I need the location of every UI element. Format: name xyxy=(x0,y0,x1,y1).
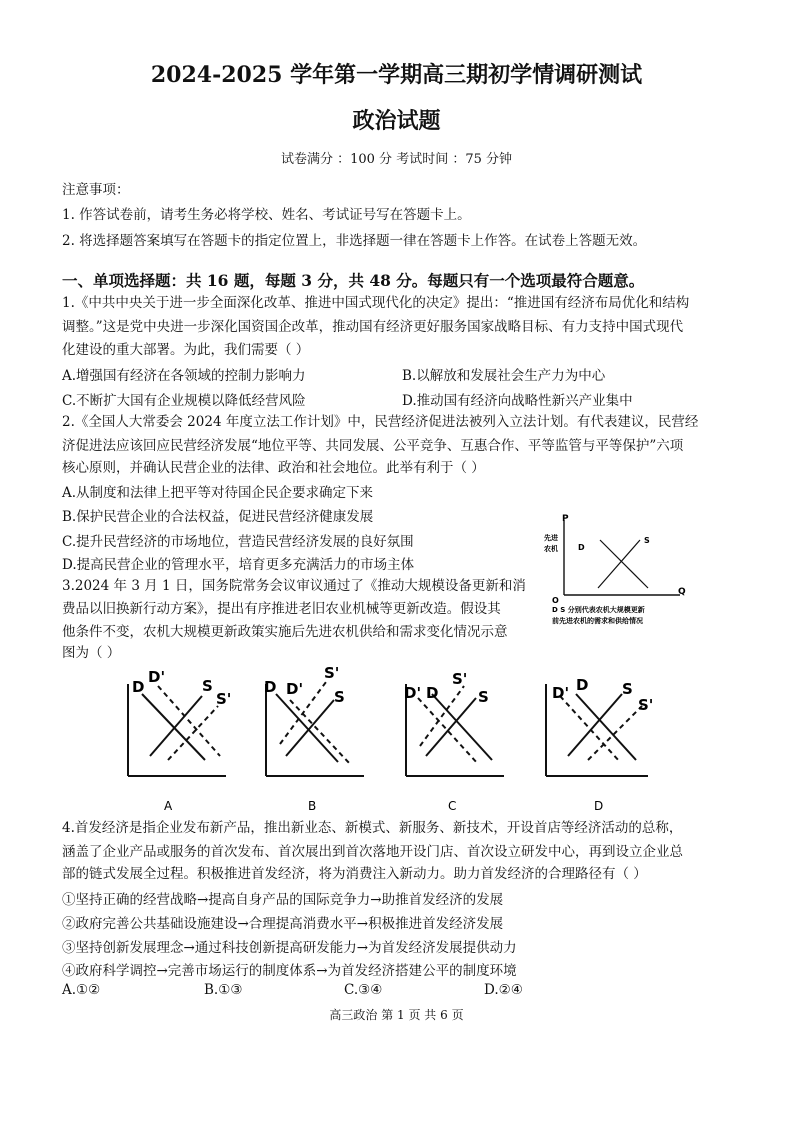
label-d-prime: D' xyxy=(404,684,422,702)
label-d-prime: D' xyxy=(552,684,570,702)
section-heading: 一、单项选择题：共 16 题，每题 3 分，共 48 分。每题只有一个选项最符合题意。 xyxy=(62,271,645,290)
label-s: S xyxy=(478,688,489,706)
supply-curve xyxy=(598,540,640,588)
q4-item: ④政府科学调控→完善市场运行的制度体系→为首发经济搭建公平的制度环境 xyxy=(62,963,517,979)
option-graph-d xyxy=(538,664,668,814)
q1-option-a: A.增强国有经济在各领域的控制力影响力 xyxy=(62,368,306,384)
axis-label-q: Q xyxy=(678,587,686,597)
q4-option-c: C.③④ xyxy=(344,982,383,998)
q4-option-d: D.②④ xyxy=(484,982,523,998)
q1-option-d: D.推动国有经济向战略性新兴产业集中 xyxy=(402,393,633,409)
notice-item: 1. 作答试卷前，请考生务必将学校、姓名、考试证号写在答题卡上。 xyxy=(62,207,471,223)
q3-text: 图为（ ） xyxy=(62,645,121,661)
label-d: D xyxy=(426,684,439,702)
label-s-prime: S' xyxy=(452,670,468,688)
demand-curve xyxy=(276,694,338,762)
axis-label-machinery: 农机 xyxy=(544,545,558,553)
label-s-prime: S' xyxy=(638,696,654,714)
q4-item: ①坚持正确的经营战略→提高自身产品的国际竞争力→助推首发经济的发展 xyxy=(62,892,504,908)
label-s-prime: S' xyxy=(216,690,232,708)
origin-label: O xyxy=(552,596,559,605)
option-label: C xyxy=(448,799,457,813)
q3-text: 他条件不变，农机大规模更新政策实施后先进农机供给和需求变化情况示意 xyxy=(62,624,508,640)
supply-curve xyxy=(568,694,622,756)
demand-curve xyxy=(600,540,648,588)
supply-shifted-curve xyxy=(588,706,642,760)
q2-text: 济促进法应该回应民营经济发展“地位平等、共同发展、公平竞争、互惠合作、平等监管与平等保护”六项 xyxy=(62,438,684,454)
q3-text: 费品以旧换新行动方案》，提出有序推进老旧农业机械等更新改造。假设其 xyxy=(62,601,501,617)
axis-label-p: P xyxy=(562,514,569,524)
q2-option-d: D.提高民营企业的管理水平，培育更多充满活力的市场主体 xyxy=(62,557,415,573)
notice-heading: 注意事项： xyxy=(62,182,130,198)
label-s-prime: S' xyxy=(324,664,340,682)
exam-meta: 试卷满分 ：100 分 考试时间 ：75 分钟 xyxy=(280,152,513,167)
label-d-prime: D' xyxy=(286,680,304,698)
q2-text: 2.《全国人大常委会 2024 年度立法工作计划》中，民营经济促进法被列入立法计划。有代表建议，民营经 xyxy=(62,414,699,430)
supply-curve xyxy=(286,700,334,756)
q4-text: 部的链式发展全过程。积极推进首发经济，将为消费注入新动力。助力首发经济的合理路径有（ ） xyxy=(62,866,647,882)
label-s: S xyxy=(622,680,633,698)
label-s: S xyxy=(202,677,213,695)
label-d-prime: D' xyxy=(148,668,166,686)
q4-option-a: A.①② xyxy=(62,982,101,998)
q2-option-b: B.保护民营企业的合法权益，促进民营经济健康发展 xyxy=(62,509,374,525)
supply-curve xyxy=(426,698,476,756)
option-label: B xyxy=(308,799,317,813)
q1-text: 调整。”这是党中央进一步深化国资国企改革，推动国有经济更好服务国家战略目标、有力支持中国式现代 xyxy=(62,319,684,335)
graph-caption: 前先进农机的需求和供给情况 xyxy=(552,617,643,625)
reference-supply-demand-graph xyxy=(540,510,690,640)
notice-item: 2. 将选择题答案填写在答题卡的指定位置上，非选择题一律在答题卡上作答。在试卷上答题无效。 xyxy=(62,233,647,249)
axis-label-advanced: 先进 xyxy=(544,534,558,542)
label-d: D xyxy=(132,678,145,696)
option-graph-a xyxy=(120,664,240,814)
q2-text: 核心原则，并确认民营企业的法律、政治和社会地位。此举有利于（ ） xyxy=(62,460,485,476)
supply-shifted-curve xyxy=(168,706,218,760)
q4-text: 4.首发经济是指企业发布新产品，推出新业态、新模式、新服务、新技术，开设首店等经济活动的总称， xyxy=(62,820,683,836)
option-label: A xyxy=(164,799,173,813)
demand-label: D xyxy=(578,543,585,552)
q3-text: 3.2024 年 3 月 1 日，国务院常务会议审议通过了《推动大规模设备更新和消 xyxy=(62,578,526,594)
page-footer: 高三政治 第 1 页 共 6 页 xyxy=(329,1008,464,1022)
option-label: D xyxy=(594,799,604,813)
subject-title: 政治试题 xyxy=(352,108,441,134)
q2-option-a: A.从制度和法律上把平等对待国企民企要求确定下来 xyxy=(62,485,374,501)
demand-curve xyxy=(576,694,636,760)
demand-shifted-curve xyxy=(290,700,350,764)
q1-option-b: B.以解放和发展社会生产力为中心 xyxy=(402,368,606,384)
q4-option-b: B.①③ xyxy=(204,982,243,998)
option-graph-c xyxy=(398,664,518,814)
q2-option-c: C.提升民营经济的市场地位，营造民营经济发展的良好氛围 xyxy=(62,534,414,550)
supply-label: S xyxy=(644,536,650,545)
q1-text: 化建设的重大部署。为此，我们需要（ ） xyxy=(62,342,310,358)
label-s: S xyxy=(334,688,345,706)
q4-item: ②政府完善公共基础设施建设→合理提高消费水平→积极推进首发经济发展 xyxy=(62,916,504,932)
q1-text: 1.《中共中央关于进一步全面深化改革、推进中国式现代化的决定》提出：“推进国有经济布局优化和结构 xyxy=(62,295,690,311)
graph-caption: D S 分别代表农机大规模更新 xyxy=(552,606,645,614)
label-d: D xyxy=(576,676,589,694)
exam-title: 2024-2025 学年第一学期高三期初学情调研测试 xyxy=(150,62,643,88)
q1-option-c: C.不断扩大国有企业规模以降低经营风险 xyxy=(62,393,306,409)
q4-item: ③坚持创新发展理念→通过科技创新提高研发能力→为首发经济发展提供动力 xyxy=(62,940,517,956)
supply-curve xyxy=(150,696,202,756)
option-graph-b xyxy=(258,664,378,814)
q4-text: 涵盖了企业产品或服务的首次发布、首次展出到首次落地开设门店、首次设立研发中心，再到设立企业总 xyxy=(62,844,683,860)
label-d: D xyxy=(264,678,277,696)
